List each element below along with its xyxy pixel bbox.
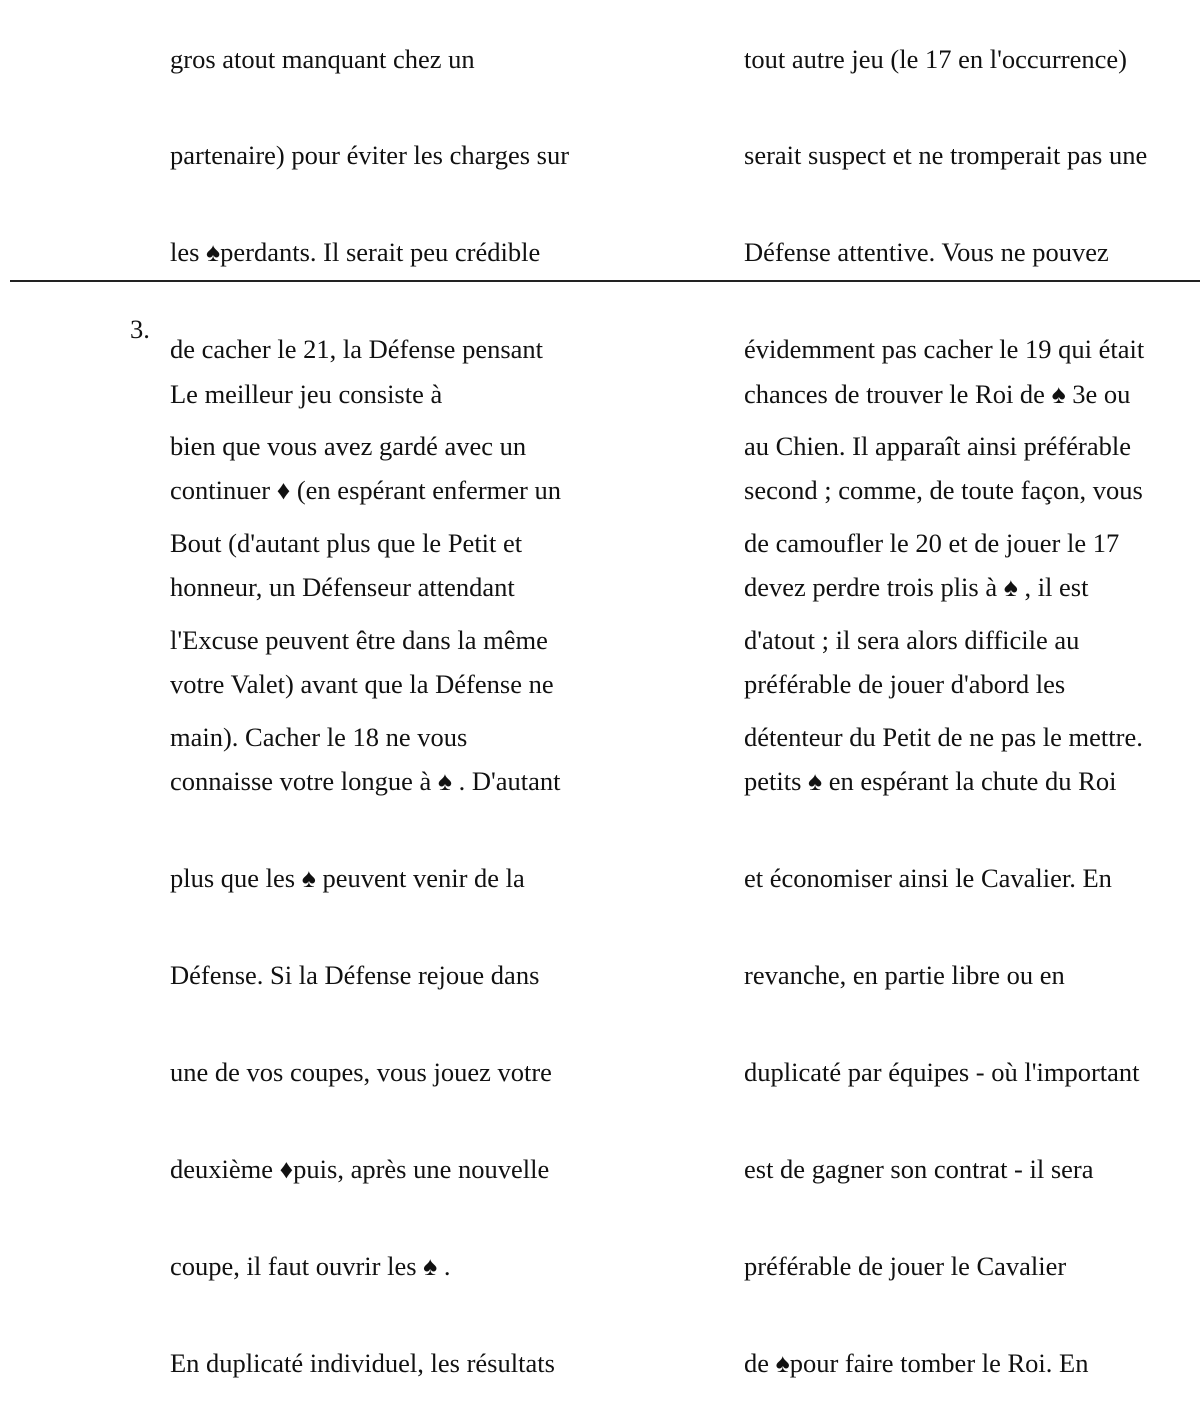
text-line: les ♠perdants. Il serait peu crédible <box>170 237 541 268</box>
text-line: tout autre jeu (le 17 en l'occurrence) <box>744 43 1127 74</box>
text-line: continuer ♦ (en espérant enfermer un <box>170 475 561 506</box>
bottom-right-column <box>744 313 1143 1411</box>
text-line: Bout (d'autant plus que le Petit et <box>170 528 523 559</box>
text-line: plus que les ♠ peuvent venir de la <box>170 863 525 894</box>
text-line: second ; comme, de toute façon, vous <box>744 475 1143 506</box>
text-line: Défense. Si la Défense rejoue dans <box>170 959 540 990</box>
text-line: évidemment pas cacher le 19 qui était <box>744 334 1145 365</box>
text-line: d'atout ; il sera alors difficile au <box>744 624 1080 655</box>
text-line: honneur, un Défenseur attendant <box>170 572 515 603</box>
text-line: gros atout manquant chez un <box>170 43 475 74</box>
text-line: au Chien. Il apparaît ainsi préférable <box>744 431 1132 462</box>
text-line: Défense attentive. Vous ne pouvez <box>744 237 1109 268</box>
text-line: main). Cacher le 18 ne vous <box>170 721 468 752</box>
text-line: et économiser ainsi le Cavalier. En <box>744 863 1112 894</box>
text-line: est de gagner son contrat - il sera <box>744 1153 1094 1184</box>
text-line: petits ♠ en espérant la chute du Roi <box>744 766 1117 797</box>
text-line: coupe, il faut ouvrir les ♠ . <box>170 1250 451 1281</box>
text-line: bien que vous avez gardé avec un <box>170 431 527 462</box>
text-line: une de vos coupes, vous jouez votre <box>170 1056 552 1087</box>
text-line: préférable de jouer d'abord les <box>744 669 1066 700</box>
item-number: 3. <box>130 314 150 344</box>
text-line: de camoufler le 20 et de jouer le 17 <box>744 528 1120 559</box>
text-line: deuxième ♦puis, après une nouvelle <box>170 1153 550 1184</box>
text-line: l'Excuse peuvent être dans la même <box>170 624 548 655</box>
text-line: votre Valet) avant que la Défense ne <box>170 669 554 700</box>
text-line: de cacher le 21, la Défense pensant <box>170 334 544 365</box>
text-line: partenaire) pour éviter les charges sur <box>170 140 570 171</box>
text-line: chances de trouver le Roi de ♠ 3e ou <box>744 378 1131 409</box>
text-line: serait suspect et ne tromperait pas une <box>744 140 1148 171</box>
text-line: préférable de jouer le Cavalier <box>744 1250 1067 1281</box>
text-line: duplicaté par équipes - où l'important <box>744 1056 1140 1087</box>
text-line: connaisse votre longue à ♠ . D'autant <box>170 766 561 797</box>
section-divider <box>10 280 1200 282</box>
text-line: de ♠pour faire tomber le Roi. En <box>744 1347 1089 1378</box>
text-line: devez perdre trois plis à ♠ , il est <box>744 572 1089 603</box>
text-line: revanche, en partie libre ou en <box>744 959 1065 990</box>
text-line: détenteur du Petit de ne pas le mettre. <box>744 721 1143 752</box>
text-line: En duplicaté individuel, les résultats <box>170 1347 555 1378</box>
text-line: Le meilleur jeu consiste à <box>170 378 443 409</box>
bottom-left-column <box>170 313 561 1411</box>
